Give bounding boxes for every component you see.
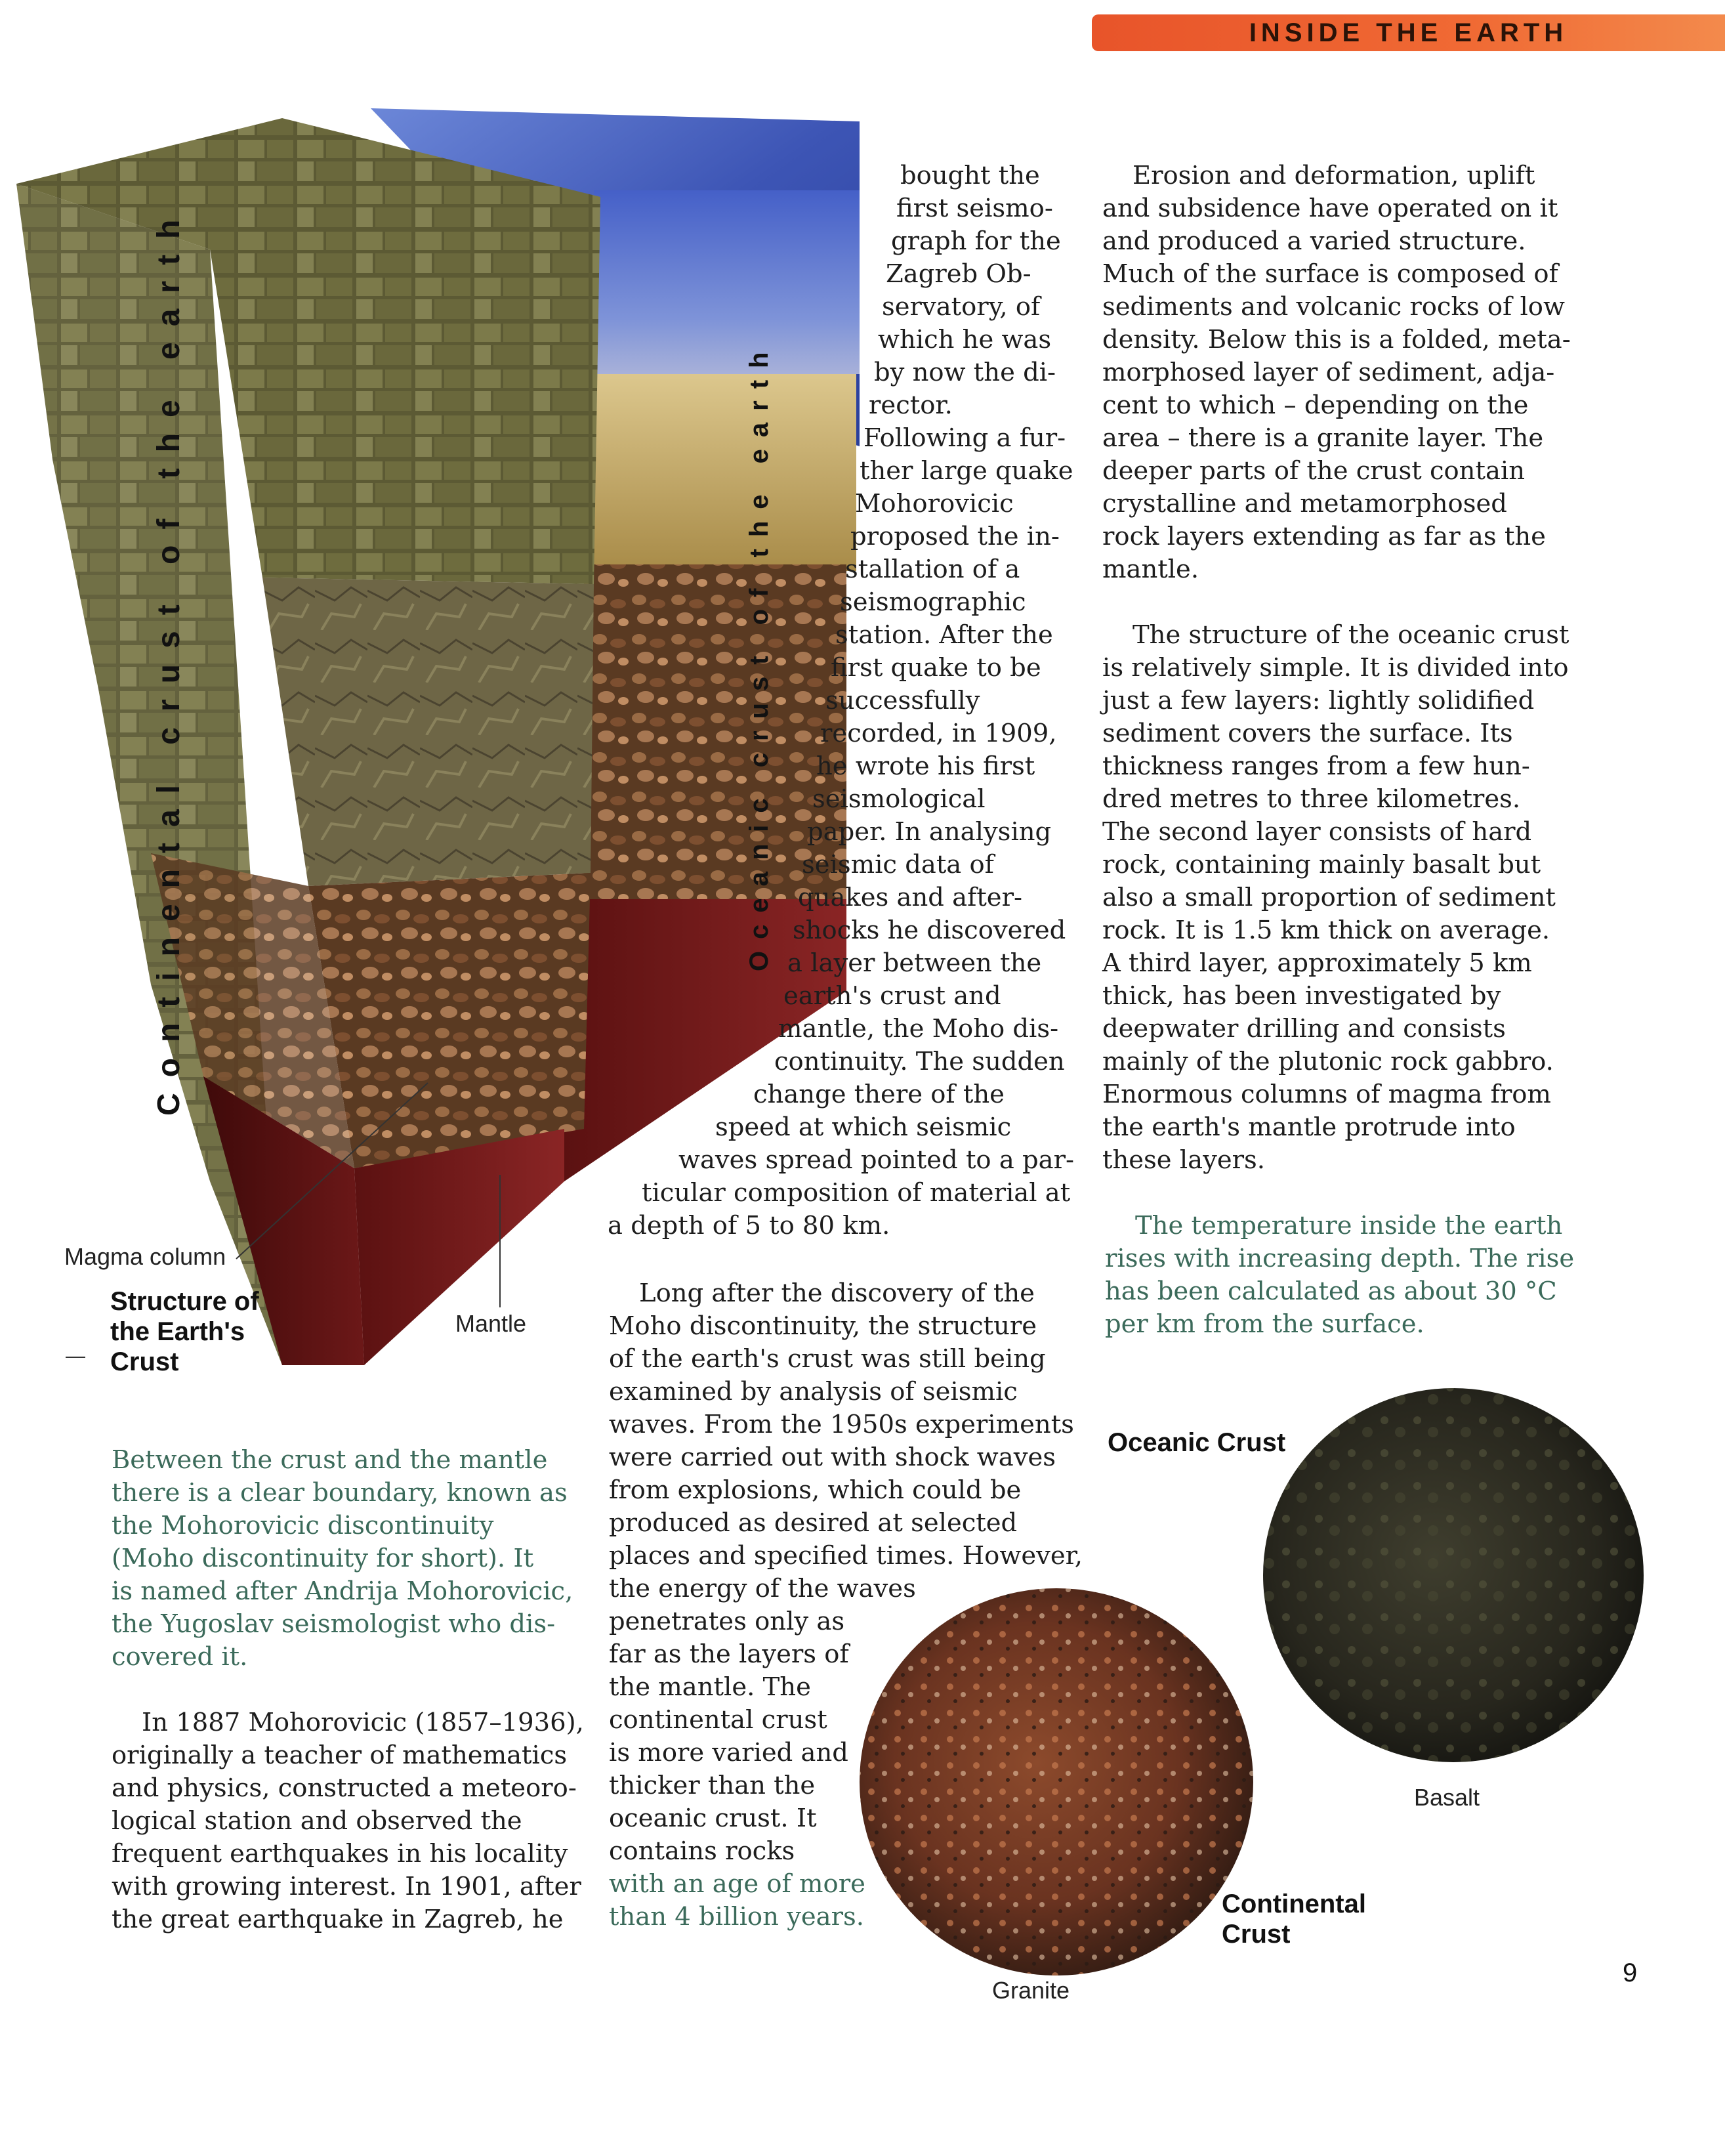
col3-paragraph-2: The structure of the oceanic crust is relatively simple. It is divided into just a few layers: lightly solidified sediment covers the surface. Its thickness ranges from a few hun- dred metres to three kilometres. The second layer consists of hard rock, containing mainly basalt but also a small proportion of sediment rock. It is 1.5 km thick on average. A third layer, approximately 5 km thick, has been investigated by deepwater drilling and consists mainly of the plutonic rock gabbro. Enormous columns of magma from the earth's mantle protrude into these layers.	[1102, 620, 1569, 1175]
ocean-sediment-layer	[594, 374, 856, 571]
oceanic-crust-vertical-label: Oceanic crust of the earth	[745, 340, 774, 971]
col3-paragraph-1: Erosion and deformation, uplift and subsidence have operated on it and produced a varied structure. Much of the surface is composed of sediments and volcanic rocks of low density. Below this is a folded, meta- morphosed layer of sediment, adja- cent to which – depending on the area – there is a granite layer. The deeper parts of the crust contain crystalline and metamorphosed rock layers extending as far as the mantle.	[1102, 161, 1571, 584]
section-title: INSIDE THE EARTH	[1249, 18, 1568, 47]
page-number: 9	[1623, 1958, 1638, 1987]
mantle-label: Mantle	[455, 1310, 527, 1337]
basalt-label: Basalt	[1414, 1784, 1480, 1811]
col1-paragraph-1: Between the crust and the mantle there is a clear boundary, known as the Mohorovicic discontinuity (Moho discontinuity for short). It is named after Andrija Mohorovicic, the Yugoslav seismologist who dis- covered it.	[112, 1445, 573, 1672]
continental-crust-vertical-label: Continental crust of the earth	[152, 203, 186, 1116]
continental-crust-heading: Continental Crust	[1222, 1890, 1366, 1949]
magma-column-label: Magma column	[64, 1243, 226, 1270]
ocean-water-face	[594, 190, 860, 374]
continental-gravel-layer	[308, 873, 591, 1168]
continental-rock-layer	[262, 578, 594, 886]
oceanic-crust-heading: Oceanic Crust	[1108, 1428, 1286, 1457]
col1-paragraph-2: In 1887 Mohorovicic (1857–1936), originally a teacher of mathematics and physics, constructed a meteoro- logical station and observed the frequent earthquakes in his locality with growing interest. In 1901, after the great earthquake in Zagreb, he	[112, 1708, 584, 1934]
diagram-title: Structure of the Earth's Crust	[110, 1287, 259, 1376]
continental-stone-front	[210, 197, 600, 584]
col3-paragraph-3: The temperature inside the earth rises with increasing depth. The rise has been calculated as about 30 °C per km from the surface.	[1105, 1211, 1575, 1339]
granite-label: Granite	[992, 1977, 1070, 2004]
col2-paragraph-2: Long after the discovery of the Moho discontinuity, the structure of the earth's crust was still being examined by analysis of seismic waves. From the 1950s experiments were carried out with shock waves from explosions, which could be produced as desired at selected places and specified times. However, the energy of the waves penetrates only as far as the layers of the mantle. The continental crust is more varied and thicker than the oceanic crust. It contains rocks with an age of more than 4 billion years.	[609, 1279, 1083, 1932]
